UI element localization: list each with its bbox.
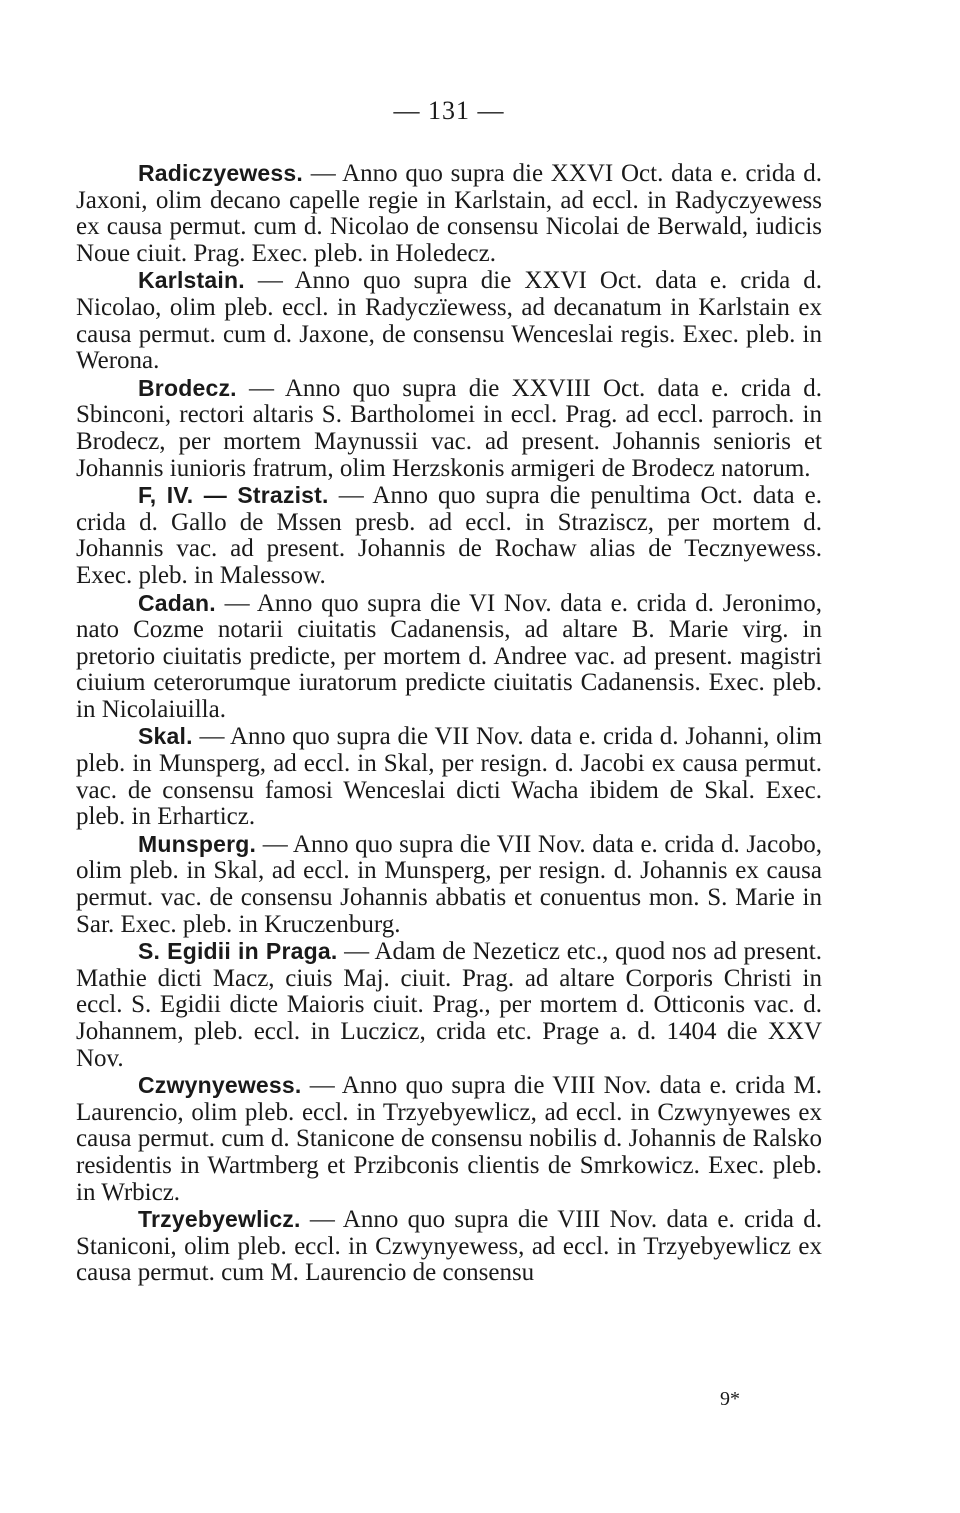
entry-heading: Munsperg. xyxy=(138,830,257,857)
page-body xyxy=(76,96,822,1287)
entry-heading: Czwynyewess. xyxy=(138,1072,302,1099)
entry-heading: S. Egidii in Praga. xyxy=(138,938,338,965)
entry-heading: Cadan. xyxy=(138,589,216,616)
entry-text: — Anno quo supra die VIII Nov. data e. crida d. Staniconi, olim pleb. eccl. in Czwynyewess, ad eccl. in Trzyebyewlicz ex causa permut. cum M. Laurencio de consensu xyxy=(76,1206,822,1287)
entry-karlstain xyxy=(76,267,822,374)
entry-heading: F, IV. — Strazist. xyxy=(138,482,329,509)
entry-heading: Trzyebyewlicz. xyxy=(138,1206,301,1233)
entry-text: — Anno quo supra die VIII Nov. data e. crida M. Laurencio, olim pleb. eccl. in Trzyebyewlicz, ad eccl. in Czwynyewes ex causa permut. cum d. Stanicone de consensu nobilis d. Johannis de Ralsko residentis in Wartmberg et Przibconis clientis de Smrkowicz. Exec. pleb. in Wrbicz. xyxy=(76,1072,822,1206)
entry-trzyebyewlicz xyxy=(76,1206,822,1287)
entry-cadan xyxy=(76,590,822,724)
entry-czwynyewess xyxy=(76,1072,822,1206)
entry-strazist xyxy=(76,482,822,589)
entry-text: — Anno quo supra die VII Nov. data e. crida d. Jacobo, olim pleb. in Skal, ad eccl. in Munsperg, per resign. d. Johannis ex causa permut. vac. de consensu Johannis abbatis et conuentus mon. S. Marie in Sar. Exec. pleb. in Kruczenburg. xyxy=(76,830,822,938)
signature-mark: 9* xyxy=(720,1388,740,1410)
entry-s-egidii xyxy=(76,938,822,1072)
entry-text: — Anno quo supra die XXVIII Oct. data e. crida d. Sbinconi, rectori altaris S. Bartholomei in eccl. Prag. ad eccl. parroch. in Brodecz, per mortem Maynussii vac. ad present. Johannis senioris et Johannis iunioris fratrum, olim Herzskonis armigeri de Brodecz natorum. xyxy=(76,374,822,482)
page-number: — 131 — xyxy=(393,96,505,125)
entry-text: — Anno quo supra die VI Nov. data e. crida d. Jeronimo, nato Cozme notarii ciuitatis Cadanensis, ad altare B. Marie virg. in pretorio ciuitatis predicte, per mortem d. Andree vac. ad present. magistri ciuium ceterorumque iuratorum predicte ciuitatis Cadanensis. Exec. pleb. in Nicolaiuilla. xyxy=(76,589,822,723)
entry-text: — Anno quo supra die XXVI Oct. data e. crida d. Jaxoni, olim decano capelle regie in Karlstain, ad eccl. in Radyczyewess ex causa permut. cum d. Nicolao de consensu Nicolai de Berwald, iudicis Noue ciuit. Prag. Exec. pleb. in Holedecz. xyxy=(76,160,822,267)
entry-skal xyxy=(76,723,822,830)
entry-heading: Skal. xyxy=(138,723,193,750)
entry-radiczyewess xyxy=(76,160,822,267)
entry-text: — Anno quo supra die penultima Oct. data e. crida d. Gallo de Mssen presb. ad eccl. in Straziscz, per mortem d. Johannis vac. ad present. Johannis de Rochaw alias de Tecznyewess. Exec. pleb. in Malessow. xyxy=(76,482,822,589)
entry-heading: Brodecz. xyxy=(138,374,237,401)
entry-text: — Anno quo supra die VII Nov. data e. crida d. Johanni, olim pleb. in Munsperg, ad eccl. in Skal, per resign. d. Jacobi ex causa permut. vac. de consensu famosi Wenceslai dicti Wacha ibidem de Skal. Exec. pleb. in Erharticz. xyxy=(76,723,822,831)
entry-munsperg xyxy=(76,831,822,938)
entry-text: — Adam de Nezeticz etc., quod nos ad present. Mathie dicti Macz, ciuis Maj. ciuit. Prag. ad altare Corporis Christi in eccl. S. Egidii dicte Maioris ciuit. Prag., per mortem d. Otticonis vac. d. Johannem, pleb. eccl. in Luczicz, crida etc. Prage a. d. 1404 die XXV Nov. xyxy=(76,938,822,1072)
entry-brodecz xyxy=(76,375,822,482)
entry-text: — Anno quo supra die XXVI Oct. data e. crida d. Nicolao, olim pleb. eccl. in Radyczïewess, ad decanatum in Karlstain ex causa permut. cum d. Jaxone, de consensu Wenceslai regis. Exec. pleb. in Werona. xyxy=(76,267,822,375)
entry-heading: Radiczyewess. xyxy=(138,160,303,186)
entry-heading: Karlstain. xyxy=(138,267,245,294)
